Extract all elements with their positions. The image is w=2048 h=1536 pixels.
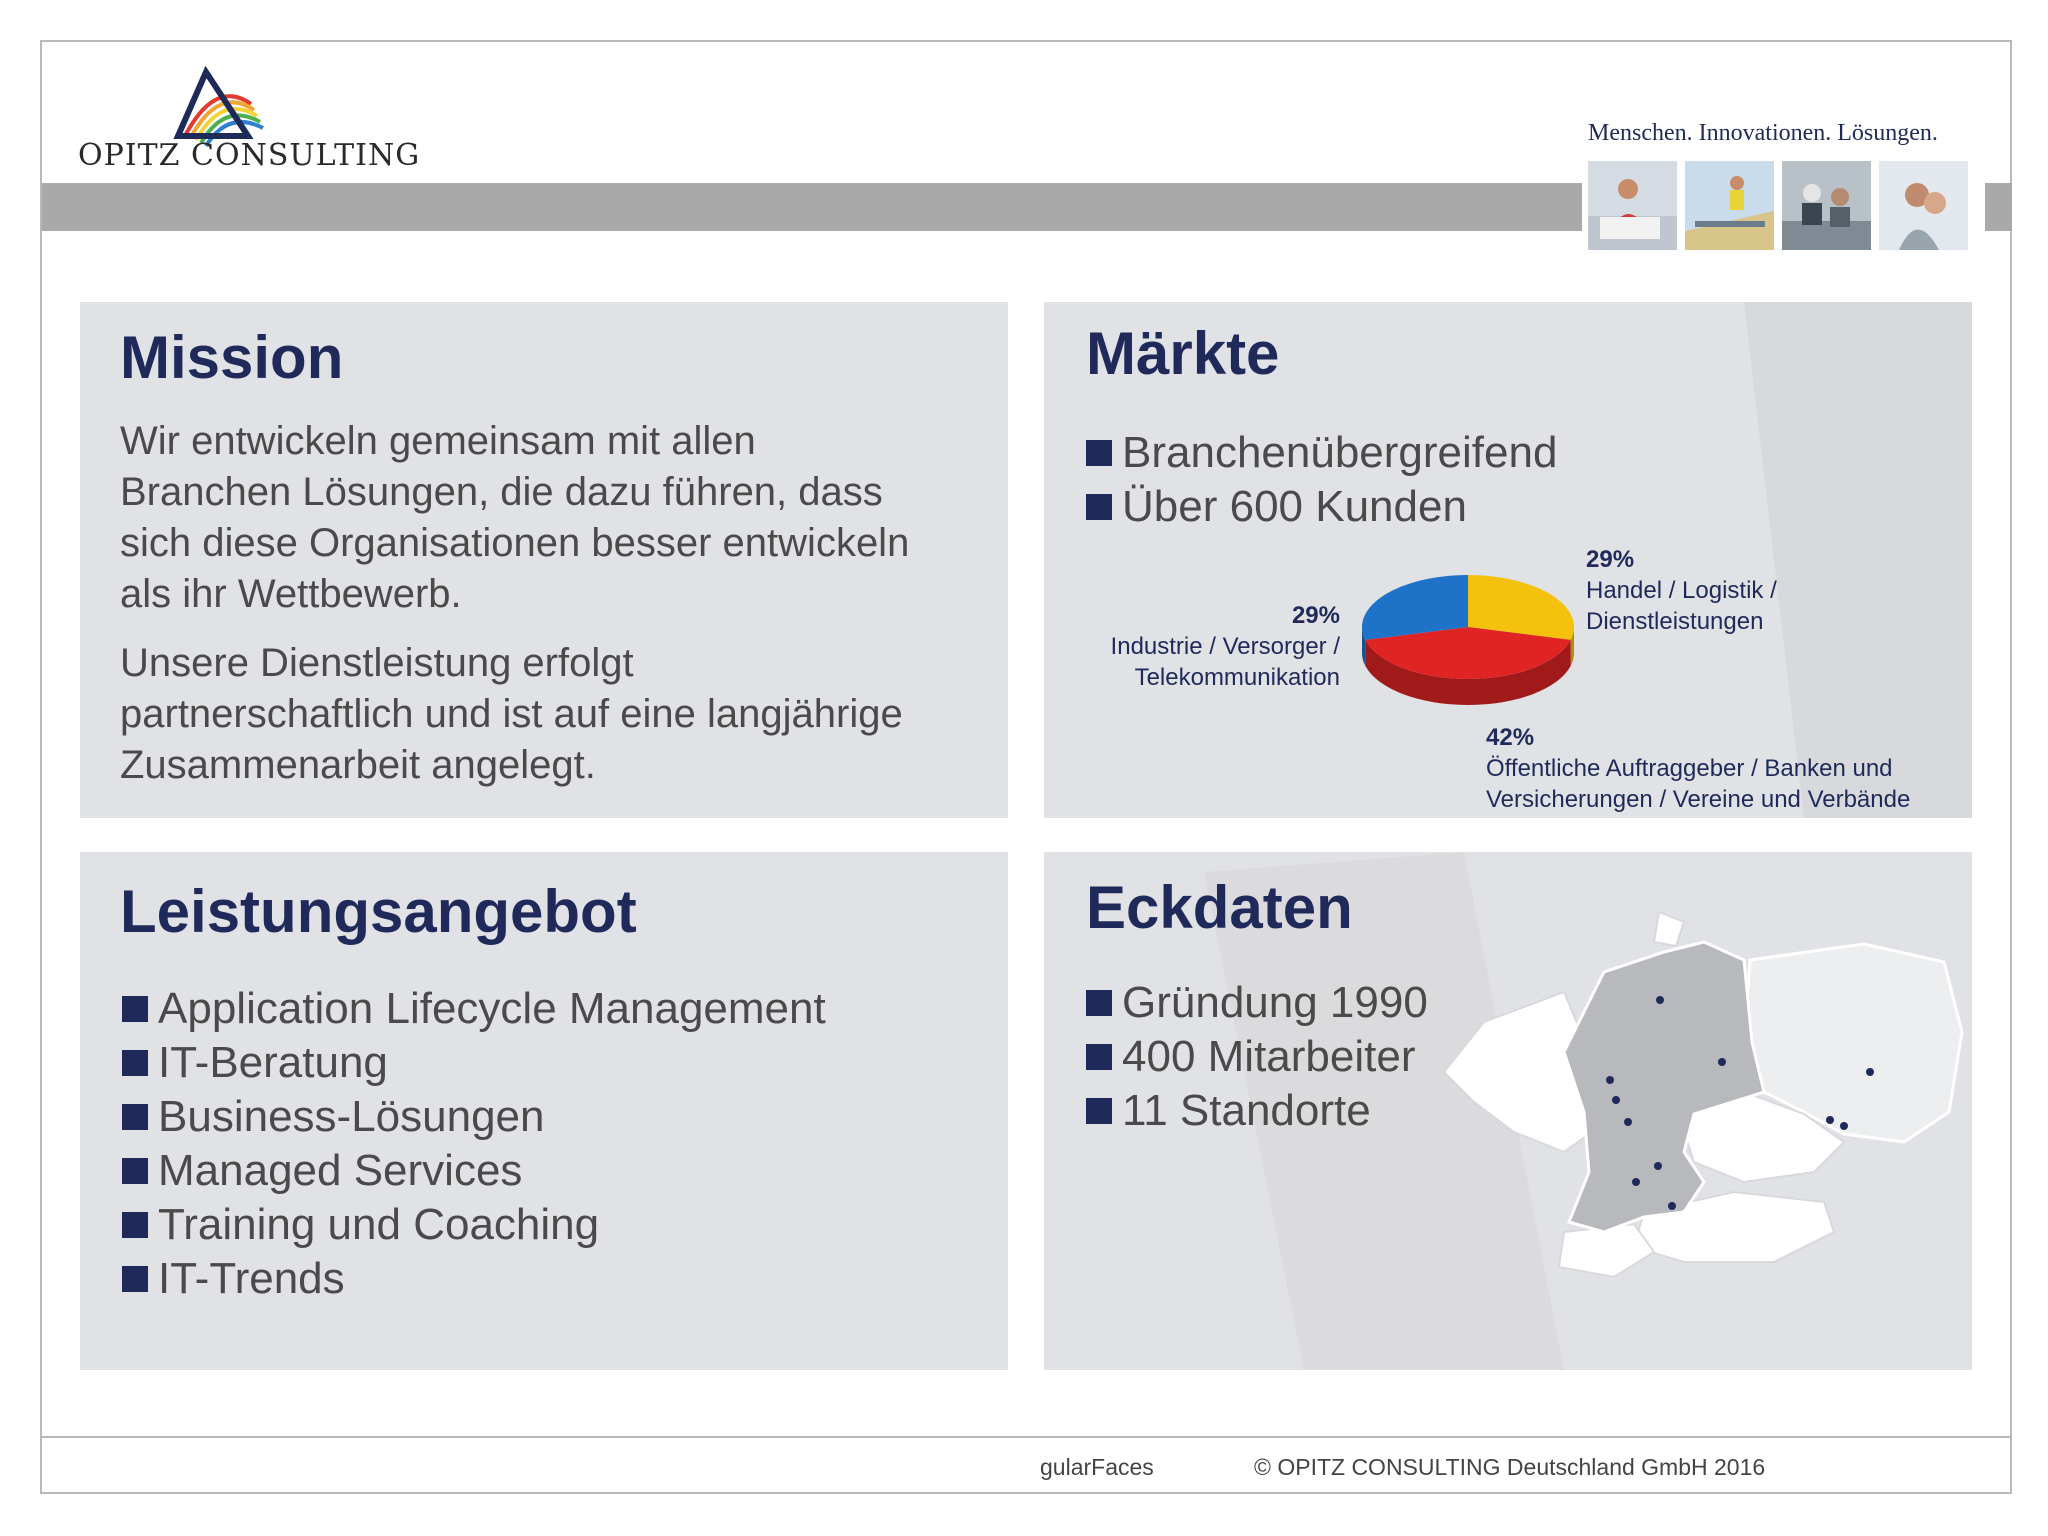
bullet-square-icon [122,1104,148,1130]
header-bar-end [1985,183,2012,231]
pie-label-pct: 42% [1486,724,1535,751]
header-bar [42,183,1582,231]
mission-paragraph-2 [120,638,903,791]
pie-label-handel [1586,544,1777,637]
eckdaten-title: Eckdaten [1086,874,1353,941]
photo-couple-icon [1879,161,1968,250]
bullet-square-icon [122,1266,148,1292]
list-item: Gründung 1990 [1086,976,1428,1030]
mission-line: Branchen Lösungen, die dazu führen, dass [120,470,883,514]
list-item: Über 600 Kunden [1086,480,1557,534]
header-photos [1588,161,1968,250]
leistungsangebot-panel [80,852,1008,1370]
mission-title: Mission [120,324,344,391]
list-item: Branchenübergreifend [1086,426,1557,480]
mission-line: Unsere Dienstleistung erfolgt [120,641,634,685]
list-item: Managed Services [122,1144,826,1198]
mission-paragraph-1 [120,416,909,620]
company-logo-text: OPITZ CONSULTING [78,138,421,173]
mission-line: sich diese Organisationen besser entwickeln [120,521,910,565]
mission-line: partnerschaftlich und ist auf eine langjährige [120,692,903,736]
list-item: Application Lifecycle Management [122,982,826,1036]
pie-label-text: Handel / Logistik / [1586,577,1777,604]
pie-label-text: Öffentliche Auftraggeber / Banken und [1486,755,1893,782]
list-item: Business-Lösungen [122,1090,826,1144]
photo-woman-icon [1588,161,1677,250]
pie-label-pct: 29% [1586,546,1635,573]
footer-left-text: gularFaces [1040,1454,1154,1480]
bullet-square-icon [122,1050,148,1076]
bullet-square-icon [122,1158,148,1184]
pie-label-oeffentlich [1486,722,1910,815]
mission-panel [80,302,1008,818]
list-item: IT-Trends [122,1252,826,1306]
footer-divider [42,1436,2010,1438]
photo-seniors-icon [1782,161,1871,250]
pie-label-text: Versicherungen / Vereine und Verbände [1486,786,1911,813]
locations-map-icon [1044,852,1972,1370]
list-item: 400 Mitarbeiter [1086,1030,1428,1084]
list-item: IT-Beratung [122,1036,826,1090]
tagline: Menschen. Innovationen. Lösungen. [1588,120,1938,146]
list-item: Training und Coaching [122,1198,826,1252]
photo-child-icon [1685,161,1774,250]
maerkte-title: Märkte [1086,320,1280,387]
pie-label-text: Dienstleistungen [1586,608,1764,635]
eckdaten-panel [1044,852,1972,1370]
pie-label-text: Telekommunikation [1134,664,1340,691]
footer-copyright: © OPITZ CONSULTING Deutschland GmbH 2016 [1254,1454,1766,1480]
bullet-square-icon [122,1212,148,1238]
mission-line: Zusammenarbeit angelegt. [120,743,596,787]
maerkte-panel [1044,302,1972,818]
leistungsangebot-title: Leistungsangebot [120,878,637,945]
mission-line: Wir entwickeln gemeinsam mit allen [120,419,756,463]
pie-label-industrie [1111,600,1340,693]
leistungsangebot-bullets [122,982,826,1306]
bullet-square-icon [122,996,148,1022]
pie-label-pct: 29% [1291,602,1340,629]
list-item: 11 Standorte [1086,1084,1428,1138]
mission-line: als ihr Wettbewerb. [120,572,462,616]
pie-label-text: Industrie / Versorger / [1110,633,1340,660]
